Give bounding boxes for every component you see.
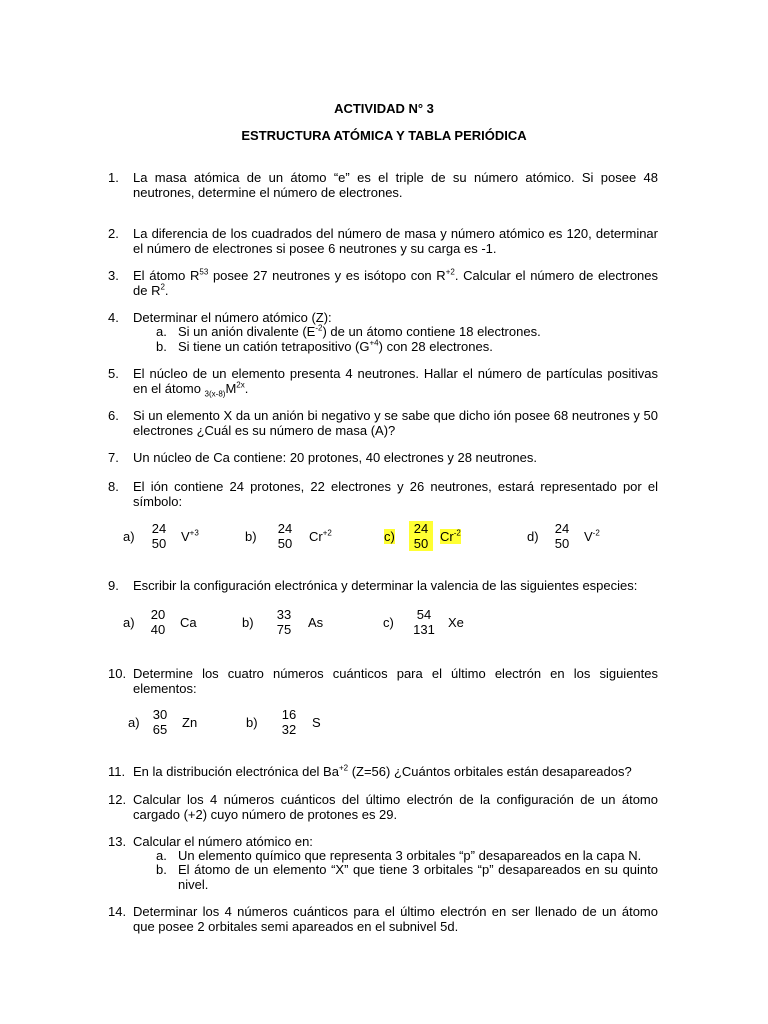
question-8 bbox=[108, 479, 658, 509]
question-number: 14. bbox=[108, 904, 127, 919]
question-number: 4. bbox=[108, 310, 119, 325]
question-text: La diferencia de los cuadrados del número de masa y número atómico es 120, determinar el número de electrones si posee 6 neutrones y su carga es -1. bbox=[133, 226, 658, 256]
question-text: Determinar los 4 números cuánticos para el último electrón en ser llenado de un átomo que posee 2 orbitales semi apareados en el subnivel 5d. bbox=[133, 904, 658, 934]
question-number: 10. bbox=[108, 666, 127, 681]
document-title: ESTRUCTURA ATÓMICA Y TABLA PERIÓDICA bbox=[241, 128, 527, 143]
question-number: 6. bbox=[108, 408, 119, 423]
question-text: Determinar el número atómico (Z): bbox=[133, 310, 332, 325]
question-text: El núcleo de un elemento presenta 4 neutrones. Hallar el número de partículas positivas en el átomo $_{3(x-8)}M^{2x}$. bbox=[133, 366, 658, 399]
question-text: Calcular el número atómico en: bbox=[133, 834, 313, 849]
question-text: Si un elemento X da un anión bi negativo y se sabe que dicho ión posee 68 neutrones y 50 electrones ¿Cuál es su número de masa (A)? bbox=[133, 408, 658, 438]
question-text: El ión contiene 24 protones, 22 electrones y 26 neutrones, estará representado por el símbolo: bbox=[133, 479, 658, 509]
question-number: 11. bbox=[108, 764, 126, 779]
question-9 bbox=[108, 578, 658, 593]
question-number: 13. bbox=[108, 834, 127, 849]
question-text: Un núcleo de Ca contiene: 20 protones, 40 electrones y 28 neutrones. bbox=[133, 450, 537, 465]
question-13-item-b: b. El átomo de un elemento “X” que tiene 3 orbitales “p” desapareados en su quinto nivel. bbox=[156, 862, 658, 892]
question-10 bbox=[108, 666, 658, 696]
question-5 bbox=[108, 366, 658, 399]
question-3 bbox=[108, 268, 658, 298]
question-number: 12. bbox=[108, 792, 127, 807]
question-text: La masa atómica de un átomo “e” es el triple de su número atómico. Si posee 48 neutrones, determine el número de electrones. bbox=[133, 170, 658, 200]
question-number: 8. bbox=[108, 479, 119, 494]
question-13 bbox=[108, 834, 658, 849]
question-14 bbox=[108, 904, 658, 934]
question-text: Escribir la configuración electrónica y determinar la valencia de las siguientes especies: bbox=[133, 578, 638, 593]
question-2 bbox=[108, 226, 658, 256]
question-text: Determine los cuatro números cuánticos para el último electrón en los siguientes elementos: bbox=[133, 666, 658, 696]
question-text: El átomo $R^{53}$ posee 27 neutrones y es isótopo con $R^{+2}$. Calcular el número de electrones de $R^2$. bbox=[133, 267, 659, 298]
question-number: 3. bbox=[108, 268, 119, 283]
question-12 bbox=[108, 792, 658, 822]
activity-title: ACTIVIDAD N° 3 bbox=[334, 101, 434, 116]
question-text: En la distribución electrónica del $Ba^{+2}$ (Z=56) ¿Cuántos orbitales están desapareados? bbox=[133, 763, 632, 779]
question-6 bbox=[108, 408, 658, 438]
question-4-item-b: b. Si tiene un catión tetrapositivo $(G^{+4})$ con 28 electrones. bbox=[156, 338, 493, 354]
question-11 bbox=[108, 764, 658, 779]
question-number: 1. bbox=[108, 170, 119, 185]
question-1 bbox=[108, 170, 658, 200]
question-4-item-a: a. Si un anión divalente $(E^{-2})$ de un átomo contiene 18 electrones. bbox=[156, 323, 541, 339]
question-13-item-a: a. Un elemento químico que representa 3 orbitales “p” desapareados en la capa N. bbox=[156, 848, 642, 863]
question-number: 2. bbox=[108, 226, 119, 241]
question-text: Calcular los 4 números cuánticos del último electrón de la configuración de un átomo cargado (+2) cuyo número de protones es 29. bbox=[133, 792, 658, 822]
question-7 bbox=[108, 450, 658, 465]
question-number: 7. bbox=[108, 450, 119, 465]
question-4 bbox=[108, 310, 658, 325]
question-number: 5. bbox=[108, 366, 119, 381]
question-number: 9. bbox=[108, 578, 119, 593]
